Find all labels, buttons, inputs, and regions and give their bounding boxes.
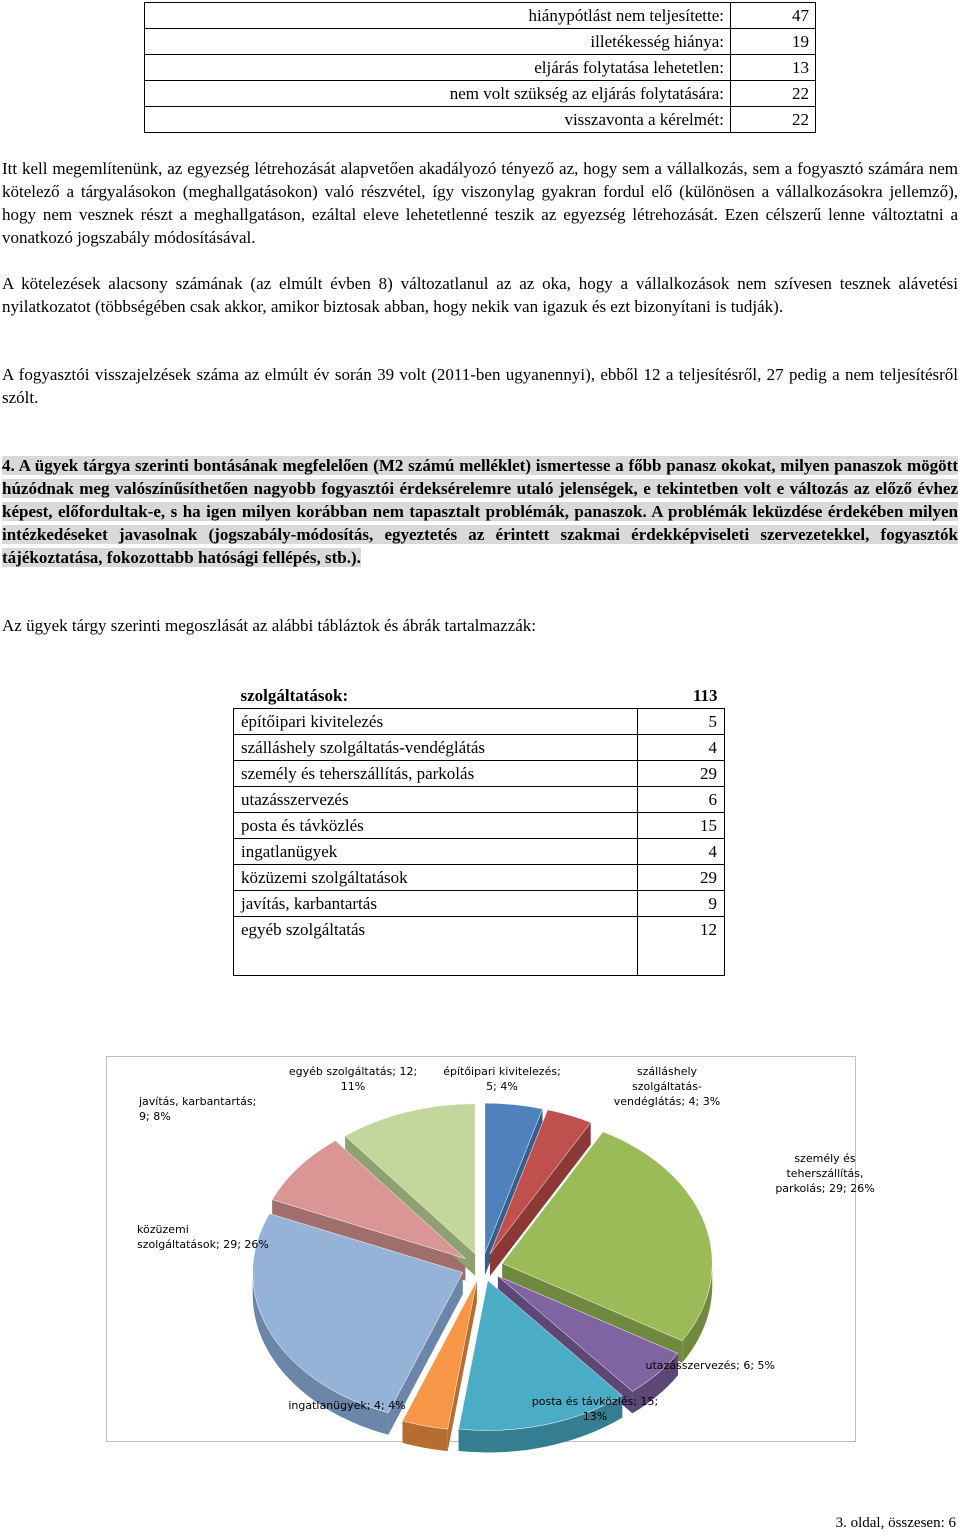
pie-chart-svg bbox=[107, 1057, 875, 1441]
service-label: utazásszervezés bbox=[234, 787, 638, 813]
service-label: javítás, karbantartás bbox=[234, 891, 638, 917]
services-row bbox=[234, 761, 725, 787]
services-row bbox=[234, 735, 725, 761]
pie-data-label: közüzemi szolgáltatások; 29; 26% bbox=[137, 1223, 269, 1251]
outcome-row bbox=[145, 81, 816, 107]
outcome-label: nem volt szükség az eljárás folytatására: bbox=[145, 81, 731, 107]
services-row bbox=[234, 917, 725, 976]
pie-data-label: utazásszervezés; 6; 5% bbox=[645, 1359, 775, 1372]
pie-data-label: személy és teherszállítás, parkolás; 29; 26% bbox=[775, 1152, 875, 1195]
outcome-value: 19 bbox=[731, 29, 816, 55]
services-row bbox=[234, 891, 725, 917]
services-header-row bbox=[234, 683, 725, 709]
outcome-label: hiánypótlást nem teljesítette: bbox=[145, 3, 731, 29]
services-row bbox=[234, 813, 725, 839]
paragraph-kotelezesek: A kötelezések alacsony számának (az elmúlt évben 8) változatlanul az az oka, hogy a vállalkozások nem szívesen tesznek alávetési nyilatkozatot (többségében csak akkor, amikor biztosak abban, hogy nekik van igazuk és ezt bizonyítani is tudják). bbox=[2, 274, 958, 316]
service-label: ingatlanügyek bbox=[234, 839, 638, 865]
services-header-value: 113 bbox=[692, 686, 718, 705]
outcome-value: 22 bbox=[731, 81, 816, 107]
pie-data-label: szálláshely szolgáltatás-vendéglátás; 4; 3% bbox=[613, 1065, 721, 1108]
outcome-row bbox=[145, 29, 816, 55]
page-footer: 3. oldal, összesen: 6 bbox=[835, 1515, 956, 1531]
outcome-value: 47 bbox=[731, 3, 816, 29]
service-value: 29 bbox=[638, 761, 725, 787]
service-value: 4 bbox=[638, 839, 725, 865]
outcome-value: 22 bbox=[731, 107, 816, 133]
services-row bbox=[234, 839, 725, 865]
service-value: 9 bbox=[638, 891, 725, 917]
service-value: 15 bbox=[638, 813, 725, 839]
paragraph-visszajelzesek: A fogyasztói visszajelzések száma az elmúlt év során 39 volt (2011-ben ugyanennyi), ebből 12 a teljesítésről, 27 pedig a nem teljesítésről szólt. bbox=[2, 365, 958, 407]
services-table bbox=[233, 683, 725, 976]
service-value: 12 bbox=[638, 917, 725, 976]
service-label: személy és teherszállítás, parkolás bbox=[234, 761, 638, 787]
pie-data-label: javítás, karbantartás; 9; 8% bbox=[139, 1095, 257, 1123]
outcome-value: 13 bbox=[731, 55, 816, 81]
service-label: posta és távközlés bbox=[234, 813, 638, 839]
pie-data-label: egyéb szolgáltatás; 12; 11% bbox=[288, 1065, 418, 1093]
outcome-table bbox=[144, 2, 816, 133]
paragraph-egyezseg: Itt kell megemlítenünk, az egyezség létrehozását alapvetően akadályozó tényező az, hogy sem a vállalkozás, sem a fogyasztó számára nem kötelező a tárgyalásokon (meghallgatásokon) való részvétel, így viszonylag gyakran fordul elő (különösen a vállalkozásokra jellemző), hogy nem vesznek részt a meghallgatáson, ezáltal eleve lehetetlenné teszik az egyezség létrehozását. Ezen célszerű lenne változtatni a vonatkozó jogszabály módosításával. bbox=[2, 159, 958, 247]
services-row bbox=[234, 787, 725, 813]
outcome-row bbox=[145, 55, 816, 81]
paragraph-megoszlas: Az ügyek tárgy szerinti megoszlását az alábbi tábláztok és ábrák tartalmazzák: bbox=[2, 616, 537, 635]
service-label: szálláshely szolgáltatás-vendéglátás bbox=[234, 735, 638, 761]
outcome-label: visszavonta a kérelmét: bbox=[145, 107, 731, 133]
services-row bbox=[234, 709, 725, 735]
section-4-text: 4. A ügyek tárgya szerinti bontásának megfelelően (M2 számú melléklet) ismertesse a főbb panasz okokat, milyen panaszok mögött húzódnak meg valószínűsíthetően nagyobb fogyasztói érdeksérelemre utaló jelenségek, e tekintetben volt e változás az előző évhez képest, előfordultak-e, s ha igen milyen korábban nem tapasztalt problémák, panaszok. A problémák leküzdése érdekében milyen intézkedéseket javasolnak (jogszabály-módosítás, egyeztetés az érintett szakmai érdekképviseleti szervezetekkel, fogyasztók tájékoztatása, fokozottabb hatósági fellépés, stb.). bbox=[2, 456, 958, 567]
service-value: 5 bbox=[638, 709, 725, 735]
pie-data-label: ingatlanügyek; 4; 4% bbox=[288, 1399, 406, 1412]
pie-data-label: építőipari kivitelezés; 5; 4% bbox=[443, 1065, 561, 1093]
services-pie-chart bbox=[106, 1056, 875, 1442]
section-4-heading bbox=[2, 454, 958, 569]
service-label: közüzemi szolgáltatások bbox=[234, 865, 638, 891]
services-header-label: szolgáltatások: bbox=[240, 686, 349, 705]
outcome-label: eljárás folytatása lehetetlen: bbox=[145, 55, 731, 81]
pie-data-label: posta és távközlés; 15; 13% bbox=[531, 1395, 659, 1423]
service-value: 4 bbox=[638, 735, 725, 761]
service-label: egyéb szolgáltatás bbox=[234, 917, 638, 976]
outcome-row bbox=[145, 3, 816, 29]
service-value: 6 bbox=[638, 787, 725, 813]
service-label: építőipari kivitelezés bbox=[234, 709, 638, 735]
services-row bbox=[234, 865, 725, 891]
service-value: 29 bbox=[638, 865, 725, 891]
outcome-label: illetékesség hiánya: bbox=[145, 29, 731, 55]
outcome-row bbox=[145, 107, 816, 133]
